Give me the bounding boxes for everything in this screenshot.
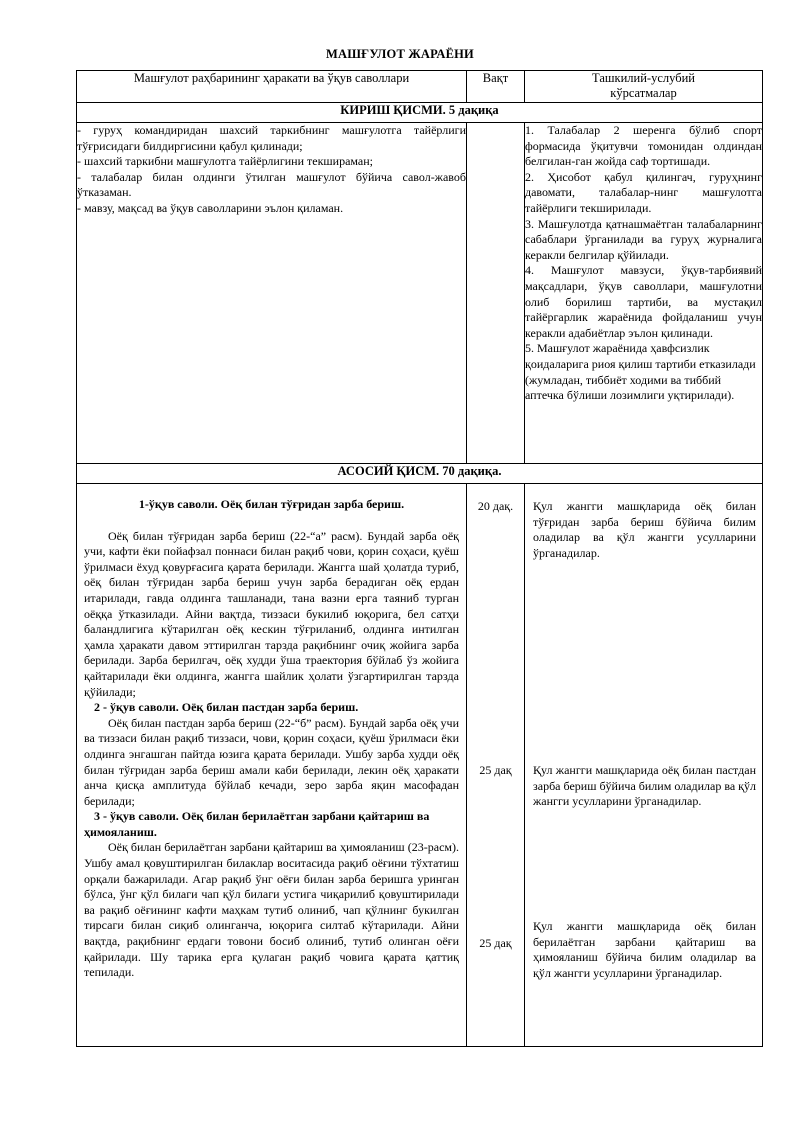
main-content-row [77,484,763,1047]
question-2-text: Оёқ билан пастдан зарба бериш (22-“б” расм). Бундай зарба оёқ учи ва тиззаси билан рақиб тиззаси, чови, қорин соҳаси, қуёш ўрилмаси ёки олдинга энгашган пайтда юзига қарата берилади. Ушбу зарба худди оёқ билан тўғридан зарба бериш амали каби берилади, лекин оёқ ҳаракати анча қисқа амплитуда бўйлаб кечади, зеро зарба яқин масофадан берилади; [84,715,459,808]
main-time-cell [467,484,525,1047]
header-guidelines-line2: кўрсатмалар [610,86,677,100]
intro-guideline-4: 4. Машғулот мавзуси, ўқув-тарбиявий мақсадлари, ўқув саволлари, машғулотни олиб борилиш тартиби, ва мустақил тайёргарлик жараёнида фойдаланиш учун керакли адабиётлар эълон қилинади. [525,263,762,340]
intro-guideline-5: 5. Машғулот жараёнида ҳавфсизлик қоидаларига риоя қилиш тартиби етказилади (жумладан, тиббиёт ходими ва тиббий аптечка бўлиши лозимлиги уқтирилади). [525,341,756,403]
page-title: МАШҒУЛОТ ЖАРАЁНИ [326,47,474,61]
intro-action-2: - шахсий таркибни машғулотга тайёрлигини текшираман; [77,154,373,169]
question-1-text: Оёқ билан тўғридан зарба бериш (22-“а” расм). Бундай зарба оёқ учи, кафти ёки пойафзал поннаси билан рақиб чови, қорин соҳаси, қуёш ўрилмаси ёхуд қовурғасига қарата берилади. Жангга шай ҳолатда туриб, оёқ билан тўғридан зарба бериш учун зарба берадиган оёқ ердан итарилади, гавда олдинга ташланади, тана вазни ерга таяниб турган оёққа ўтказилади. Айни вақтда, тиззаси букилиб юқорига, бел сатҳи баландлигига кўтарилган оёқ кескин тўғриланиб, олдинга интилган ҳамла ҳаракати давом эттирилган тарзда рақибнинг очиқ жойига зарба берилади. Зарба берилгач, оёқ худди ўша траектория бўйлаб ўз жойига қайтарилади ёки олдинга, жангга шайлик ҳолати ўзгартирилган тарзда қўйилади; [84,528,459,699]
header-guidelines-line1: Ташкилий-услубий [592,71,695,85]
intro-action-1: - гуруҳ командиридан шахсий таркибнинг машғулотга тайёрлиги тўғрисидаги билдиргисини қабул қилинади; [77,123,466,153]
question-2-title: 2 - ўқув саволи. Оёқ билан пастдан зарба бериш. [94,700,359,715]
intro-guidelines-cell [525,123,763,464]
intro-guideline-1: 1. Талабалар 2 шеренга бўлиб спорт формасида ўқитувчи томонидан олдиндан белгилан-ган жойда саф тортишади. [525,123,762,169]
header-time: Вақт [467,71,525,103]
intro-guideline-3: 3. Машғулотда қатнашмаётган талабаларнинг сабаблари ўрганилади ва гуруҳ журналига керакли белгилар қўйилади. [525,216,762,262]
intro-actions-cell [77,123,467,464]
header-actions: Машғулот раҳбарининг ҳаракати ва ўқув саволлари [77,71,467,103]
time-question-1: 20 дақ. [477,499,514,513]
main-section-row [77,464,763,484]
intro-section-row [77,103,763,123]
question-1-title: 1-ўқув саволи. Оёқ билан тўғридан зарба бериш. [138,497,405,511]
question-3-title: 3 - ўқув саволи. Оёқ билан берилаётган зарбани қайтариш ва ҳимояланиш. [84,809,430,839]
intro-action-4: - мавзу, мақсад ва ўқув саволларини эълон қиламан. [77,200,344,215]
main-actions-cell [77,484,467,1047]
lesson-table [76,70,763,1047]
question-3-text: Оёқ билан берилаётган зарбани қайтариш ва ҳимояланиш (23-расм). Ушбу амал қовуштирилган билаклар воситасида рақиб оёғини тўхтатиш орқали бажарилади. Агар рақиб ўнг оёғи билан зарба беришга уринган бўлса, ўнг қўл билаги чап қўл билаги устига чиқарилиб қовуштирилади ва рақиб оёғининг кафти маҳкам тутиб олиниб, чап қўлнинг букилган тирсаги билан сиқиб олинганча, юқорига силтаб кўтарилади. Айни вақтда, рақибнинг ердаги товони босиб олиниб, тутиб олинган оёғи қайрилади. Шу тарика ерга қулаган рақиб човига қарата қаттиқ тепилади. [84,840,459,980]
intro-action-3: - талабалар билан олдинги ўтилган машғулот бўйича савол-жавоб ўтказаман. [77,169,466,200]
time-question-3: 25 дақ [479,936,512,950]
note-question-3: Қул жангги машқларида оёқ билан берилаётган зарбани қайтариш ва ҳимояланиш бўйича билим оладилар ва қўл жангги усулларини ўрганадилар. [533,919,756,980]
time-question-2: 25 дақ [479,763,512,777]
note-question-2: Қул жангги машқларида оёқ билан пастдан зарба бериш бўйича билим оладилар ва қўл жангги усулларини ўрганадилар. [533,763,756,809]
intro-content-row [77,123,763,464]
intro-section-title: КИРИШ ҚИСМИ. 5 дақиқа [77,103,763,123]
table-header-row [77,71,763,103]
note-question-1: Қул жангги машқларида оёқ билан тўғридан зарба бериш бўйича билим оладилар ва қўл жангги усулларини ўрганадилар. [533,499,756,560]
main-section-title: АСОСИЙ ҚИСМ. 70 дақиқа. [77,464,763,484]
header-guidelines [525,71,763,103]
intro-guideline-2: 2. Ҳисобот қабул қилингач, гуруҳнинг давомати, талабалар-нинг машғулотга тайёрлиги текширилади. [525,169,762,215]
intro-time-cell [467,123,525,464]
main-guidelines-cell [525,484,763,1047]
